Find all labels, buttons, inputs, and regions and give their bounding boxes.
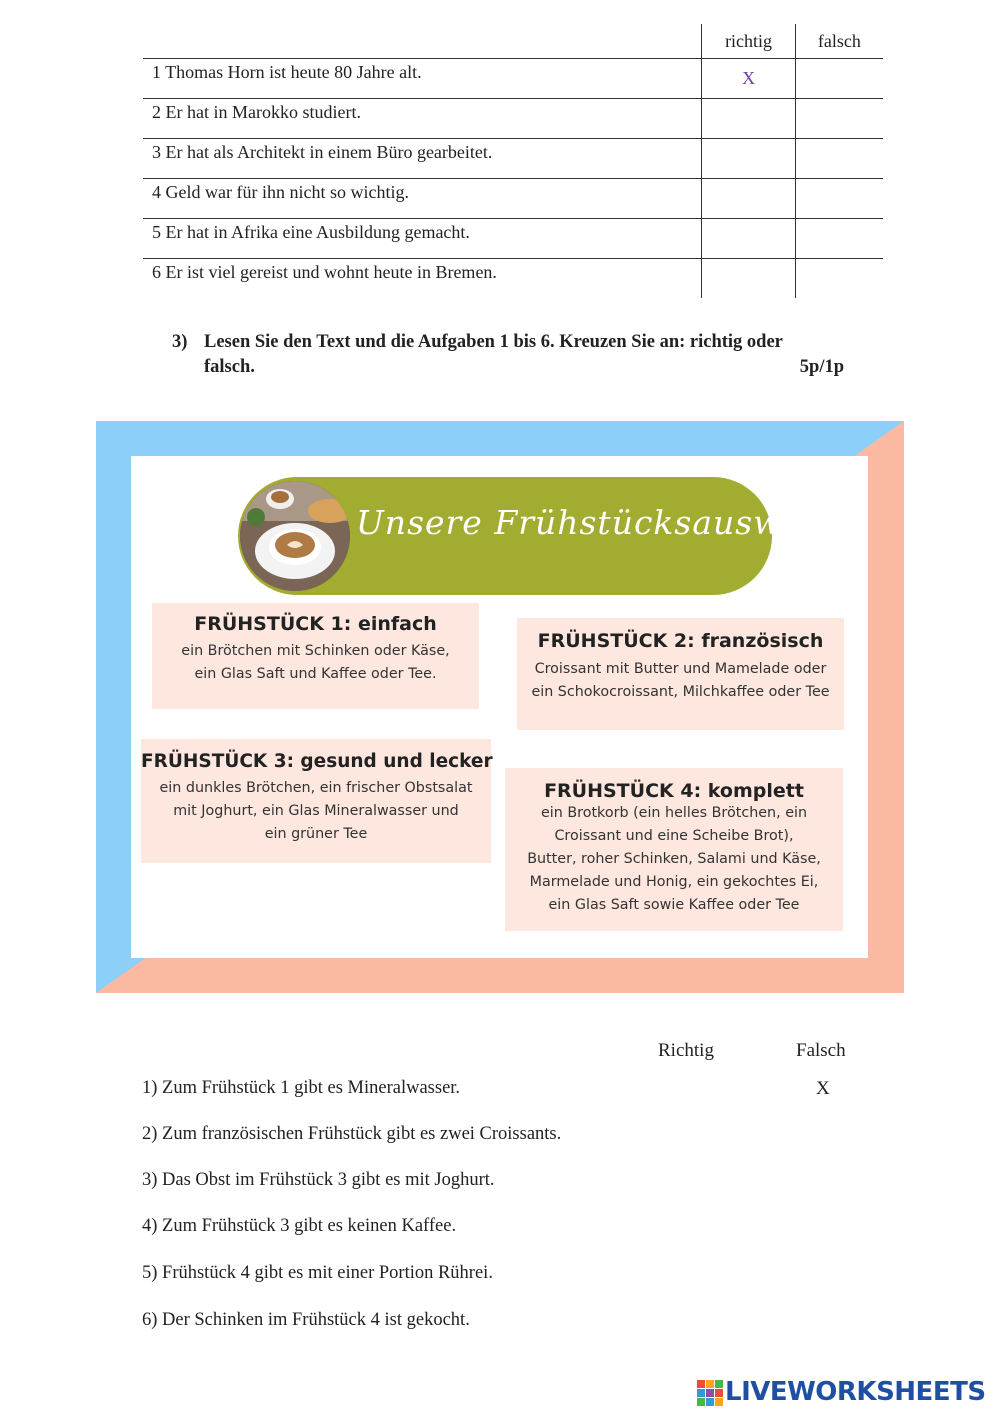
exercise2-statement: 3) Das Obst im Frühstück 3 gibt es mit Joghurt.: [142, 1170, 495, 1190]
statement-text: 3 Er hat als Architekt in einem Büro gearbeitet.: [143, 139, 702, 179]
table-row: [143, 259, 883, 299]
table-row: [143, 59, 883, 99]
exercise2-statement: 5) Frühstück 4 gibt es mit einer Portion Rührei.: [142, 1263, 493, 1283]
falsch-cell[interactable]: [795, 179, 883, 219]
breakfast-4-line: Croissant und eine Scheibe Brot),: [554, 828, 794, 844]
exercise2-statement: 6) Der Schinken im Frühstück 4 ist gekocht.: [142, 1310, 470, 1330]
richtig-cell[interactable]: [702, 179, 795, 219]
instruction-number: 3): [172, 332, 188, 352]
exercise2-statement: 4) Zum Frühstück 3 gibt es keinen Kaffee.: [142, 1216, 457, 1236]
breakfast-4-box: [505, 768, 843, 931]
liveworksheets-logo: [697, 1378, 995, 1408]
breakfast-3-line: ein dunkles Brötchen, ein frischer Obstsalat: [159, 780, 473, 796]
falsch-cell[interactable]: [795, 219, 883, 259]
exercise2-mark[interactable]: X: [816, 1078, 830, 1099]
breakfast-4-line: Marmelade und Honig, ein gekochtes Ei,: [529, 874, 819, 890]
breakfast-3-title: FRÜHSTÜCK 3: gesund und lecker: [141, 751, 493, 772]
breakfast-2-line: Croissant mit Butter und Mamelade oder: [534, 661, 827, 677]
breakfast-3-line: mit Joghurt, ein Glas Mineralwasser und: [173, 803, 459, 819]
menu-title-banner: [238, 477, 837, 595]
richtig-cell[interactable]: [702, 259, 795, 299]
falsch-cell[interactable]: [795, 99, 883, 139]
richtig-cell[interactable]: [702, 219, 795, 259]
coffee-photo-icon: [240, 481, 350, 591]
falsch-cell[interactable]: [795, 259, 883, 299]
breakfast-1-line: ein Glas Saft und Kaffee oder Tee.: [194, 666, 437, 682]
table-row: [143, 99, 883, 139]
breakfast-2-title: FRÜHSTÜCK 2: französisch: [537, 630, 824, 652]
instruction-line-2: falsch.: [204, 357, 255, 377]
richtig-cell[interactable]: [702, 139, 795, 179]
table-header-row: [143, 24, 883, 59]
breakfast-1-box: [152, 603, 479, 709]
richtig-cell[interactable]: X: [702, 59, 795, 99]
statement-text: 5 Er hat in Afrika eine Ausbildung gemacht.: [143, 219, 702, 259]
instruction-line-1: Lesen Sie den Text und die Aufgaben 1 bis 6. Kreuzen Sie an: richtig oder: [204, 332, 783, 352]
header-statement: [143, 24, 702, 59]
breakfast-1-line: ein Brötchen mit Schinken oder Käse,: [181, 643, 450, 659]
breakfast-3-box: [141, 739, 491, 863]
breakfast-2-line: ein Schokocroissant, Milchkaffee oder Tee: [531, 684, 830, 700]
exercise2-statement: 1) Zum Frühstück 1 gibt es Mineralwasser.: [142, 1078, 461, 1098]
breakfast-3-line: ein grüner Tee: [264, 826, 368, 842]
liveworksheets-logo-text: LIVEWORKSHEETS: [725, 1377, 986, 1407]
table-row: [143, 179, 883, 219]
richtig-cell[interactable]: [702, 99, 795, 139]
exercise2-statement: 2) Zum französischen Frühstück gibt es zwei Croissants.: [142, 1124, 562, 1144]
statement-text: 2 Er hat in Marokko studiert.: [143, 99, 702, 139]
exercise2-header-falsch: Falsch: [796, 1040, 846, 1061]
falsch-cell[interactable]: [795, 59, 883, 99]
header-richtig: richtig: [702, 24, 795, 59]
breakfast-1-title: FRÜHSTÜCK 1: einfach: [194, 613, 437, 635]
table-row: [143, 139, 883, 179]
instruction-points: 5p/1p: [799, 357, 844, 377]
statement-text: 1 Thomas Horn ist heute 80 Jahre alt.: [143, 59, 702, 99]
breakfast-menu-image: [96, 421, 904, 993]
statement-text: 4 Geld war für ihn nicht so wichtig.: [143, 179, 702, 219]
breakfast-4-line: ein Glas Saft sowie Kaffee oder Tee: [548, 897, 800, 913]
menu-card: [131, 456, 868, 958]
exercise2-header-richtig: Richtig: [658, 1040, 714, 1061]
breakfast-4-line: ein Brotkorb (ein helles Brötchen, ein: [540, 805, 808, 821]
liveworksheets-logo-icon: [697, 1380, 723, 1406]
breakfast-2-box: [517, 618, 844, 730]
breakfast-4-title: FRÜHSTÜCK 4: komplett: [544, 780, 804, 802]
menu-title: Unsere Frühstücksauswahl: [356, 503, 837, 542]
header-falsch: falsch: [795, 24, 883, 59]
table-row: [143, 219, 883, 259]
statement-text: 6 Er ist viel gereist und wohnt heute in Bremen.: [143, 259, 702, 299]
true-false-table: [143, 24, 883, 298]
breakfast-4-line: Butter, roher Schinken, Salami und Käse,: [527, 851, 821, 867]
falsch-cell[interactable]: [795, 139, 883, 179]
